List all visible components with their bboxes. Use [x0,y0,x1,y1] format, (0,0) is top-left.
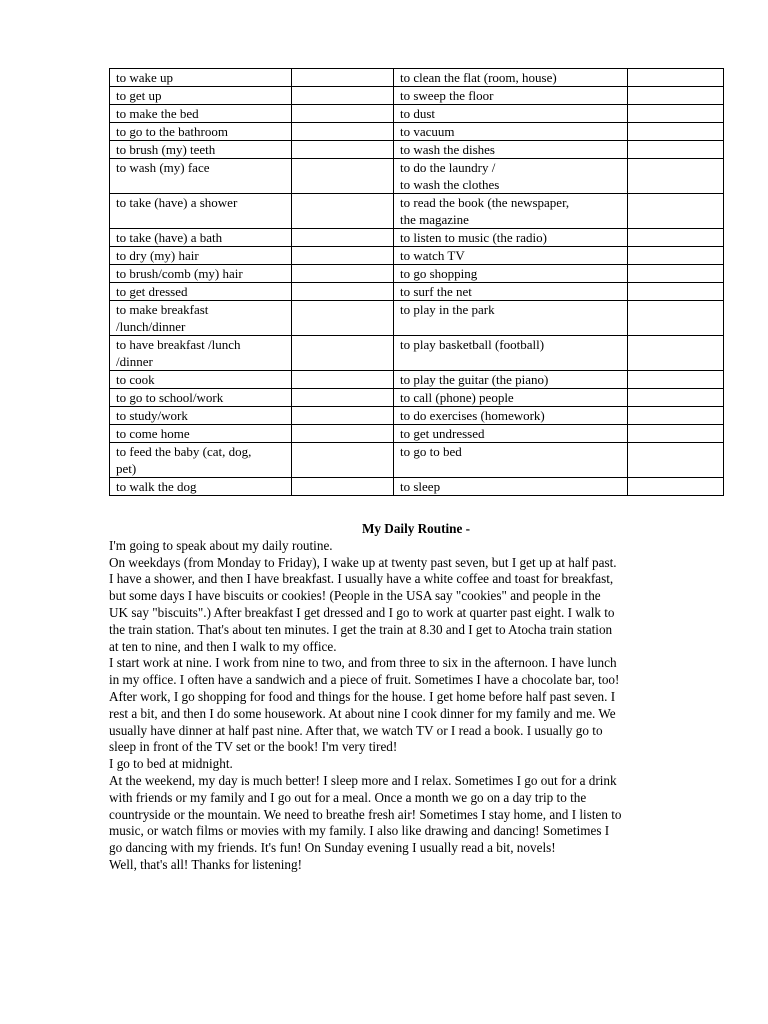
routine-line: the train station. That's about ten minutes. I get the train at 8.30 and I get to Atocha train station [109,621,613,637]
vocab-phrase-right: to play basketball (football) [394,336,628,371]
table-row [110,229,724,247]
routine-line: in my office. I often have a sandwich and a piece of fruit. Sometimes I have a chocolate bar, too! [109,672,620,688]
vocab-phrase-right: to go shopping [394,265,628,283]
routine-line: After work, I go shopping for food and things for the house. I get home before half past seven. I [109,688,616,704]
vocab-phrase-left: to go to school/work [110,389,292,407]
table-row [110,87,724,105]
table-row [110,371,724,389]
routine-text [109,538,723,874]
vocab-phrase-right: to read the book (the newspaper, the magazine [394,194,628,229]
routine-line: go dancing with my friends. It's fun! On Sunday evening I usually read a bit, novels! [109,840,556,856]
vocab-phrase-left: to take (have) a bath [110,229,292,247]
blank-answer-cell-left [292,69,394,87]
vocab-phrase-left: to have breakfast /lunch /dinner [110,336,292,371]
routine-line: I go to bed at midnight. [109,756,233,772]
table-row [110,141,724,159]
vocab-phrase-right: to sleep [394,478,628,496]
blank-answer-cell-left [292,87,394,105]
vocab-phrase-left: to take (have) a shower [110,194,292,229]
vocab-phrase-right: to do exercises (homework) [394,407,628,425]
vocabulary-table-body [110,69,724,496]
vocab-phrase-left: to feed the baby (cat, dog, pet) [110,443,292,478]
blank-answer-cell-left [292,141,394,159]
vocab-phrase-left: to study/work [110,407,292,425]
routine-line: at ten to nine, and then I walk to my office. [109,638,337,654]
table-row [110,194,724,229]
vocab-phrase-right: to clean the flat (room, house) [394,69,628,87]
blank-answer-cell-right [628,123,724,141]
vocab-phrase-left: to brush (my) teeth [110,141,292,159]
routine-line: Well, that's all! Thanks for listening! [109,856,302,872]
table-row [110,407,724,425]
blank-answer-cell-right [628,265,724,283]
routine-line: countryside or the mountain. We need to breathe fresh air! Sometimes I stay home, and I listen to [109,806,622,822]
vocab-phrase-left: to get dressed [110,283,292,301]
routine-line: music, or watch films or movies with my family. I also like drawing and dancing! Sometimes I [109,823,610,839]
routine-line: At the weekend, my day is much better! I sleep more and I relax. Sometimes I go out for a drink [109,772,617,788]
vocab-phrase-left: to walk the dog [110,478,292,496]
vocab-phrase-left: to come home [110,425,292,443]
table-row [110,301,724,336]
blank-answer-cell-right [628,229,724,247]
blank-answer-cell-left [292,123,394,141]
routine-line: I start work at nine. I work from nine to two, and from three to six in the afternoon. I have lunch [109,655,617,671]
table-row [110,265,724,283]
table-row [110,478,724,496]
blank-answer-cell-left [292,478,394,496]
routine-line: but some days I have biscuits or cookies! (People in the USA say "cookies" and people in the [109,588,601,604]
blank-answer-cell-left [292,407,394,425]
table-row [110,247,724,265]
table-row [110,283,724,301]
table-row [110,105,724,123]
routine-line: On weekdays (from Monday to Friday), I wake up at twenty past seven, but I get up at half past. [109,554,617,570]
vocab-phrase-right: to surf the net [394,283,628,301]
table-row [110,159,724,194]
vocab-phrase-left: to make breakfast /lunch/dinner [110,301,292,336]
table-row [110,69,724,87]
blank-answer-cell-right [628,407,724,425]
blank-answer-cell-right [628,141,724,159]
vocab-phrase-left: to wash (my) face [110,159,292,194]
blank-answer-cell-left [292,336,394,371]
vocab-phrase-right: to do the laundry / to wash the clothes [394,159,628,194]
blank-answer-cell-left [292,283,394,301]
blank-answer-cell-right [628,105,724,123]
blank-answer-cell-right [628,301,724,336]
blank-answer-cell-right [628,194,724,229]
vocab-phrase-left: to go to the bathroom [110,123,292,141]
routine-line: with friends or my family and I go out for a meal. Once a month we go on a day trip to the [109,789,587,805]
blank-answer-cell-left [292,105,394,123]
blank-answer-cell-left [292,301,394,336]
table-row [110,425,724,443]
table-row [110,389,724,407]
vocab-phrase-right: to go to bed [394,443,628,478]
vocab-phrase-right: to sweep the floor [394,87,628,105]
vocab-phrase-left: to wake up [110,69,292,87]
vocab-phrase-left: to brush/comb (my) hair [110,265,292,283]
table-row [110,123,724,141]
table-row [110,443,724,478]
blank-answer-cell-right [628,87,724,105]
vocab-phrase-right: to watch TV [394,247,628,265]
vocab-phrase-left: to get up [110,87,292,105]
routine-line: usually have dinner at half past nine. After that, we watch TV or I read a book. I usually go to [109,722,603,738]
blank-answer-cell-right [628,389,724,407]
blank-answer-cell-right [628,425,724,443]
blank-answer-cell-right [628,371,724,389]
vocab-phrase-right: to vacuum [394,123,628,141]
blank-answer-cell-left [292,229,394,247]
blank-answer-cell-left [292,443,394,478]
vocab-phrase-right: to dust [394,105,628,123]
vocab-phrase-left: to dry (my) hair [110,247,292,265]
vocab-phrase-right: to call (phone) people [394,389,628,407]
blank-answer-cell-right [628,443,724,478]
vocabulary-table [109,68,724,496]
vocab-phrase-right: to play in the park [394,301,628,336]
blank-answer-cell-left [292,265,394,283]
blank-answer-cell-right [628,478,724,496]
vocab-phrase-left: to make the bed [110,105,292,123]
blank-answer-cell-left [292,159,394,194]
routine-line: I'm going to speak about my daily routine. [109,537,333,553]
routine-line: sleep in front of the TV set or the book! I'm very tired! [109,739,398,755]
vocab-phrase-right: to wash the dishes [394,141,628,159]
routine-line: I have a shower, and then I have breakfast. I usually have a white coffee and toast for breakfast, [109,571,614,587]
blank-answer-cell-left [292,371,394,389]
blank-answer-cell-left [292,247,394,265]
blank-answer-cell-right [628,247,724,265]
blank-answer-cell-right [628,69,724,87]
routine-line: rest a bit, and then I do some housework. At about nine I cook dinner for my family and me. We [109,705,616,721]
vocab-phrase-right: to play the guitar (the piano) [394,371,628,389]
blank-answer-cell-right [628,159,724,194]
table-row [110,336,724,371]
blank-answer-cell-right [628,283,724,301]
blank-answer-cell-left [292,194,394,229]
blank-answer-cell-left [292,425,394,443]
routine-line: UK say "biscuits".) After breakfast I get dressed and I go to work at quarter past eight. I walk to [109,604,615,620]
daily-routine-section [109,521,723,874]
vocab-phrase-left: to cook [110,371,292,389]
blank-answer-cell-left [292,389,394,407]
routine-title: My Daily Routine - [361,521,471,536]
vocab-phrase-right: to get undressed [394,425,628,443]
vocab-phrase-right: to listen to music (the radio) [394,229,628,247]
blank-answer-cell-right [628,336,724,371]
